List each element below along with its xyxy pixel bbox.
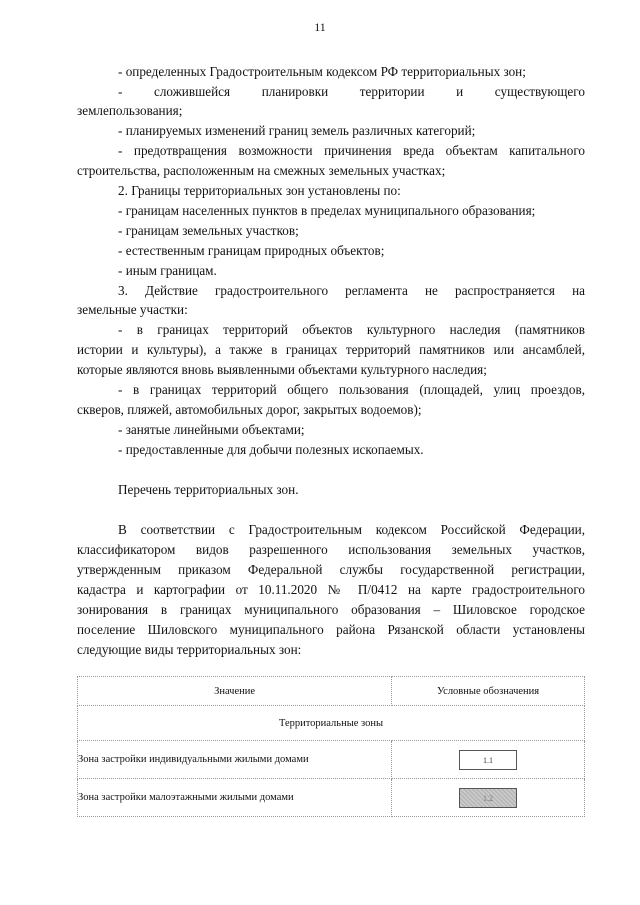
text-line: истории и культуры), а также в границах территорий памятников или ансамблей, — [77, 342, 585, 357]
text-word: существующего — [494, 84, 585, 99]
text-line: которые являются вновь выявленными объектами культурного наследия; — [77, 362, 487, 377]
zone-name: Зона застройки малоэтажными жилыми домами — [78, 779, 392, 817]
text-line: - иным границам. — [118, 263, 217, 278]
text-line: землепользования; — [77, 103, 183, 118]
text-word: и — [456, 84, 464, 99]
text-line: - естественным границам природных объектов; — [118, 243, 385, 258]
text-line: утвержденным приказом Федеральной службы государственной регистрации, — [77, 562, 585, 577]
text-line: строительства, расположенным на смежных земельных участках; — [77, 163, 446, 178]
column-header-symbols: Условные обозначения — [392, 677, 585, 706]
section-title: Территориальные зоны — [78, 706, 585, 741]
text-line: поселение Шиловского муниципального района Рязанской области установлены — [77, 622, 585, 637]
text-line: - границам земельных участков; — [118, 223, 299, 238]
zone-name: Зона застройки индивидуальными жилыми домами — [78, 741, 392, 779]
section-heading: Перечень территориальных зон. — [118, 482, 299, 497]
text-line: В соответствии с Градостроительным кодексом Российской Федерации, — [118, 522, 585, 537]
text-line: - предоставленные для добычи полезных ископаемых. — [118, 442, 424, 457]
table-row — [78, 779, 585, 817]
text-line: классификатором видов разрешенного использования земельных участков, — [77, 542, 585, 557]
text-word: - — [118, 84, 123, 99]
text-word: территории — [359, 84, 425, 99]
text-line: 2. Границы территориальных зон установлены по: — [118, 183, 401, 198]
text-line: кадастра и картографии от 10.11.2020 № П/0412 на карте градостроительного — [77, 582, 585, 597]
text-line — [118, 82, 585, 101]
zones-table — [77, 676, 585, 817]
text-line: - определенных Градостроительным кодексом РФ территориальных зон; — [118, 64, 526, 79]
text-line: - планируемых изменений границ земель различных категорий; — [118, 123, 476, 138]
text-word: планировки — [261, 84, 329, 99]
text-line: зонирования в границах муниципального образования – Шиловское городское — [77, 602, 585, 617]
column-header-value: Значение — [78, 677, 392, 706]
text-line: скверов, пляжей, автомобильных дорог, закрытых водоемов); — [77, 402, 422, 417]
text-word: сложившейся — [154, 84, 231, 99]
text-line: - занятые линейными объектами; — [118, 422, 305, 437]
text-line: 3. Действие градостроительного регламента не распространяется на — [118, 283, 585, 298]
text-line: земельные участки: — [77, 302, 188, 317]
text-line: - границам населенных пунктов в пределах муниципального образования; — [118, 203, 536, 218]
zone-symbol-swatch: 1.1 — [459, 750, 517, 770]
text-line: - в границах территорий общего пользования (площадей, улиц проездов, — [118, 382, 585, 397]
text-line: - в границах территорий объектов культурного наследия (памятников — [118, 322, 585, 337]
table-header-row — [78, 677, 585, 706]
page-number: 11 — [314, 20, 326, 34]
text-line: следующие виды территориальных зон: — [77, 642, 302, 657]
zone-symbol-cell — [392, 779, 585, 817]
table-section-row — [78, 706, 585, 741]
zone-symbol-swatch: 1.2 — [459, 788, 517, 808]
table-row — [78, 741, 585, 779]
zone-symbol-cell — [392, 741, 585, 779]
text-line: - предотвращения возможности причинения вреда объектам капитального — [118, 143, 585, 158]
